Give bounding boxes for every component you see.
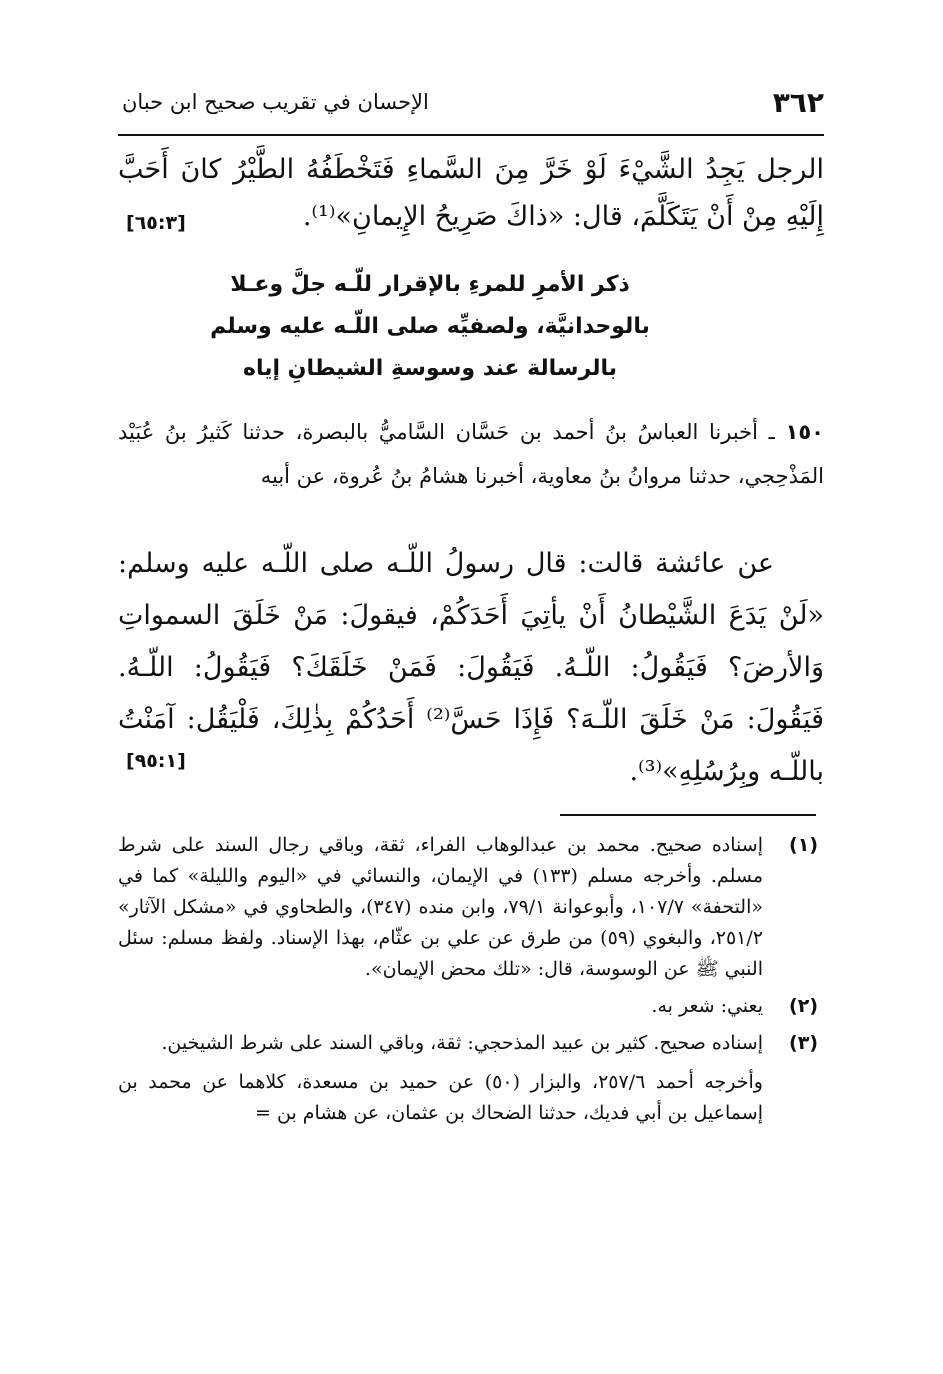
heading-line-1: ذكر الأمرِ للمرءِ بالإقرار للّـه جلَّ وعـلا (230, 272, 630, 297)
footnote-text: إسناده صحيح. كثير بن عبيد المذحجي: ثقة، وباقي السند على شرط الشيخين. (161, 1032, 763, 1054)
footnote-marker: (٣) (789, 1032, 818, 1054)
heading-line-2: بالوحدانيَّة، ولصفيِّه صلى اللّـه عليه وسلم (210, 314, 650, 339)
hadith-isnad (118, 410, 824, 498)
running-title: الإحسان في تقريب صحيح ابن حبان (122, 90, 429, 114)
reference-note: [٦٥:٣] (126, 212, 186, 234)
footnote-text: يعني: شعر به. (651, 995, 763, 1017)
footnote (118, 1028, 818, 1059)
footnote-continuation: وأخرجه أحمد ٢٥٧/٦، والبزار (٥٠) عن حميد بن مسعدة، كلاهما عن محمد بن إسماعيل بن أبي فديك، حدثنا الضحاك بن عثمان، عن هشام بن = (118, 1071, 763, 1124)
footnote-marker: (١) (789, 834, 818, 856)
footnotes (118, 830, 818, 1129)
footnote-rule (560, 814, 816, 816)
continued-text: الرجل يَجِدُ الشَّيْءَ لَوْ خَرَّ مِنَ السَّماءِ فَتَخْطَفُهُ الطَّيْرُ كانَ أَحَبَّ إِلَيْهِ مِنْ أَنْ يَتَكَلَّمَ، قال: «ذاكَ صَرِيحُ الإِيمانِ»⁽¹⁾. (118, 154, 824, 232)
page-header (118, 86, 824, 130)
heading-line-3: بالرسالة عند وسوسةِ الشيطانِ إياه (242, 356, 618, 381)
matn-text: عن عائشة قالت: قال رسولُ اللّـه صلى اللّـه عليه وسلم: «لَنْ يَدَعَ الشَّيْطانُ أَنْ يأتِيَ أَحَدَكُمْ، فيقولَ: مَنْ خَلَقَ السمواتِ وَالأرضَ؟ فَيَقُولُ: اللّـهُ. فَيَقُولَ: فَمَنْ خَلَقَكَ؟ فَيَقُولُ: اللّـهُ. فَيَقُولَ: مَنْ خَلَقَ اللّـهَ؟ فَإِذَا حَسَّ⁽²⁾ أَحَدُكُمْ بِذٰلِكَ، فَلْيَقُل: آمَنْتُ باللّـه وبِرُسُلِهِ»⁽³⁾. (118, 548, 825, 787)
footnote-marker: (٢) (789, 995, 818, 1017)
hadith-number: ١٥٠ (785, 420, 824, 444)
footnote-text: إسناده صحيح. محمد بن عبدالوهاب الفراء، ثقة، وباقي رجال السند على شرط مسلم. وأخرجه مسلم (١٣٣) في الإيمان، والنسائي في «اليوم والليلة» كما في «التحفة» ١٠٧/٧، وأبوعوانة ٧٩/١، وابن منده (٣٤٧)، والطحاوي في «مشكل الآثار» ٢٥١/٢، والبغوي (٥٩) من طرق عن علي بن عثّام، بهذا الإسناد. ولفظ مسلم: سئل النبي ﷺ عن الوسوسة، قال: «تلك محض الإيمان». (118, 834, 764, 980)
footnote (118, 830, 818, 985)
hadith-matn (118, 538, 824, 798)
reference-note: [٩٥:١] (126, 750, 186, 772)
header-rule (118, 134, 824, 136)
footnote (118, 991, 818, 1022)
isnad-text: ـ أخبرنا العباسُ بنُ أحمد بن حَسَّان السَّاميُّ بالبصرة، حدثنا كَثيرُ بنُ عُبَيْد المَذْحِجي، حدثنا مروانُ بنُ معاوية، أخبرنا هشامُ بنُ عُروة، عن أبيه (118, 420, 824, 488)
chapter-heading (180, 264, 680, 390)
page-number: ٣٦٢ (772, 86, 824, 119)
